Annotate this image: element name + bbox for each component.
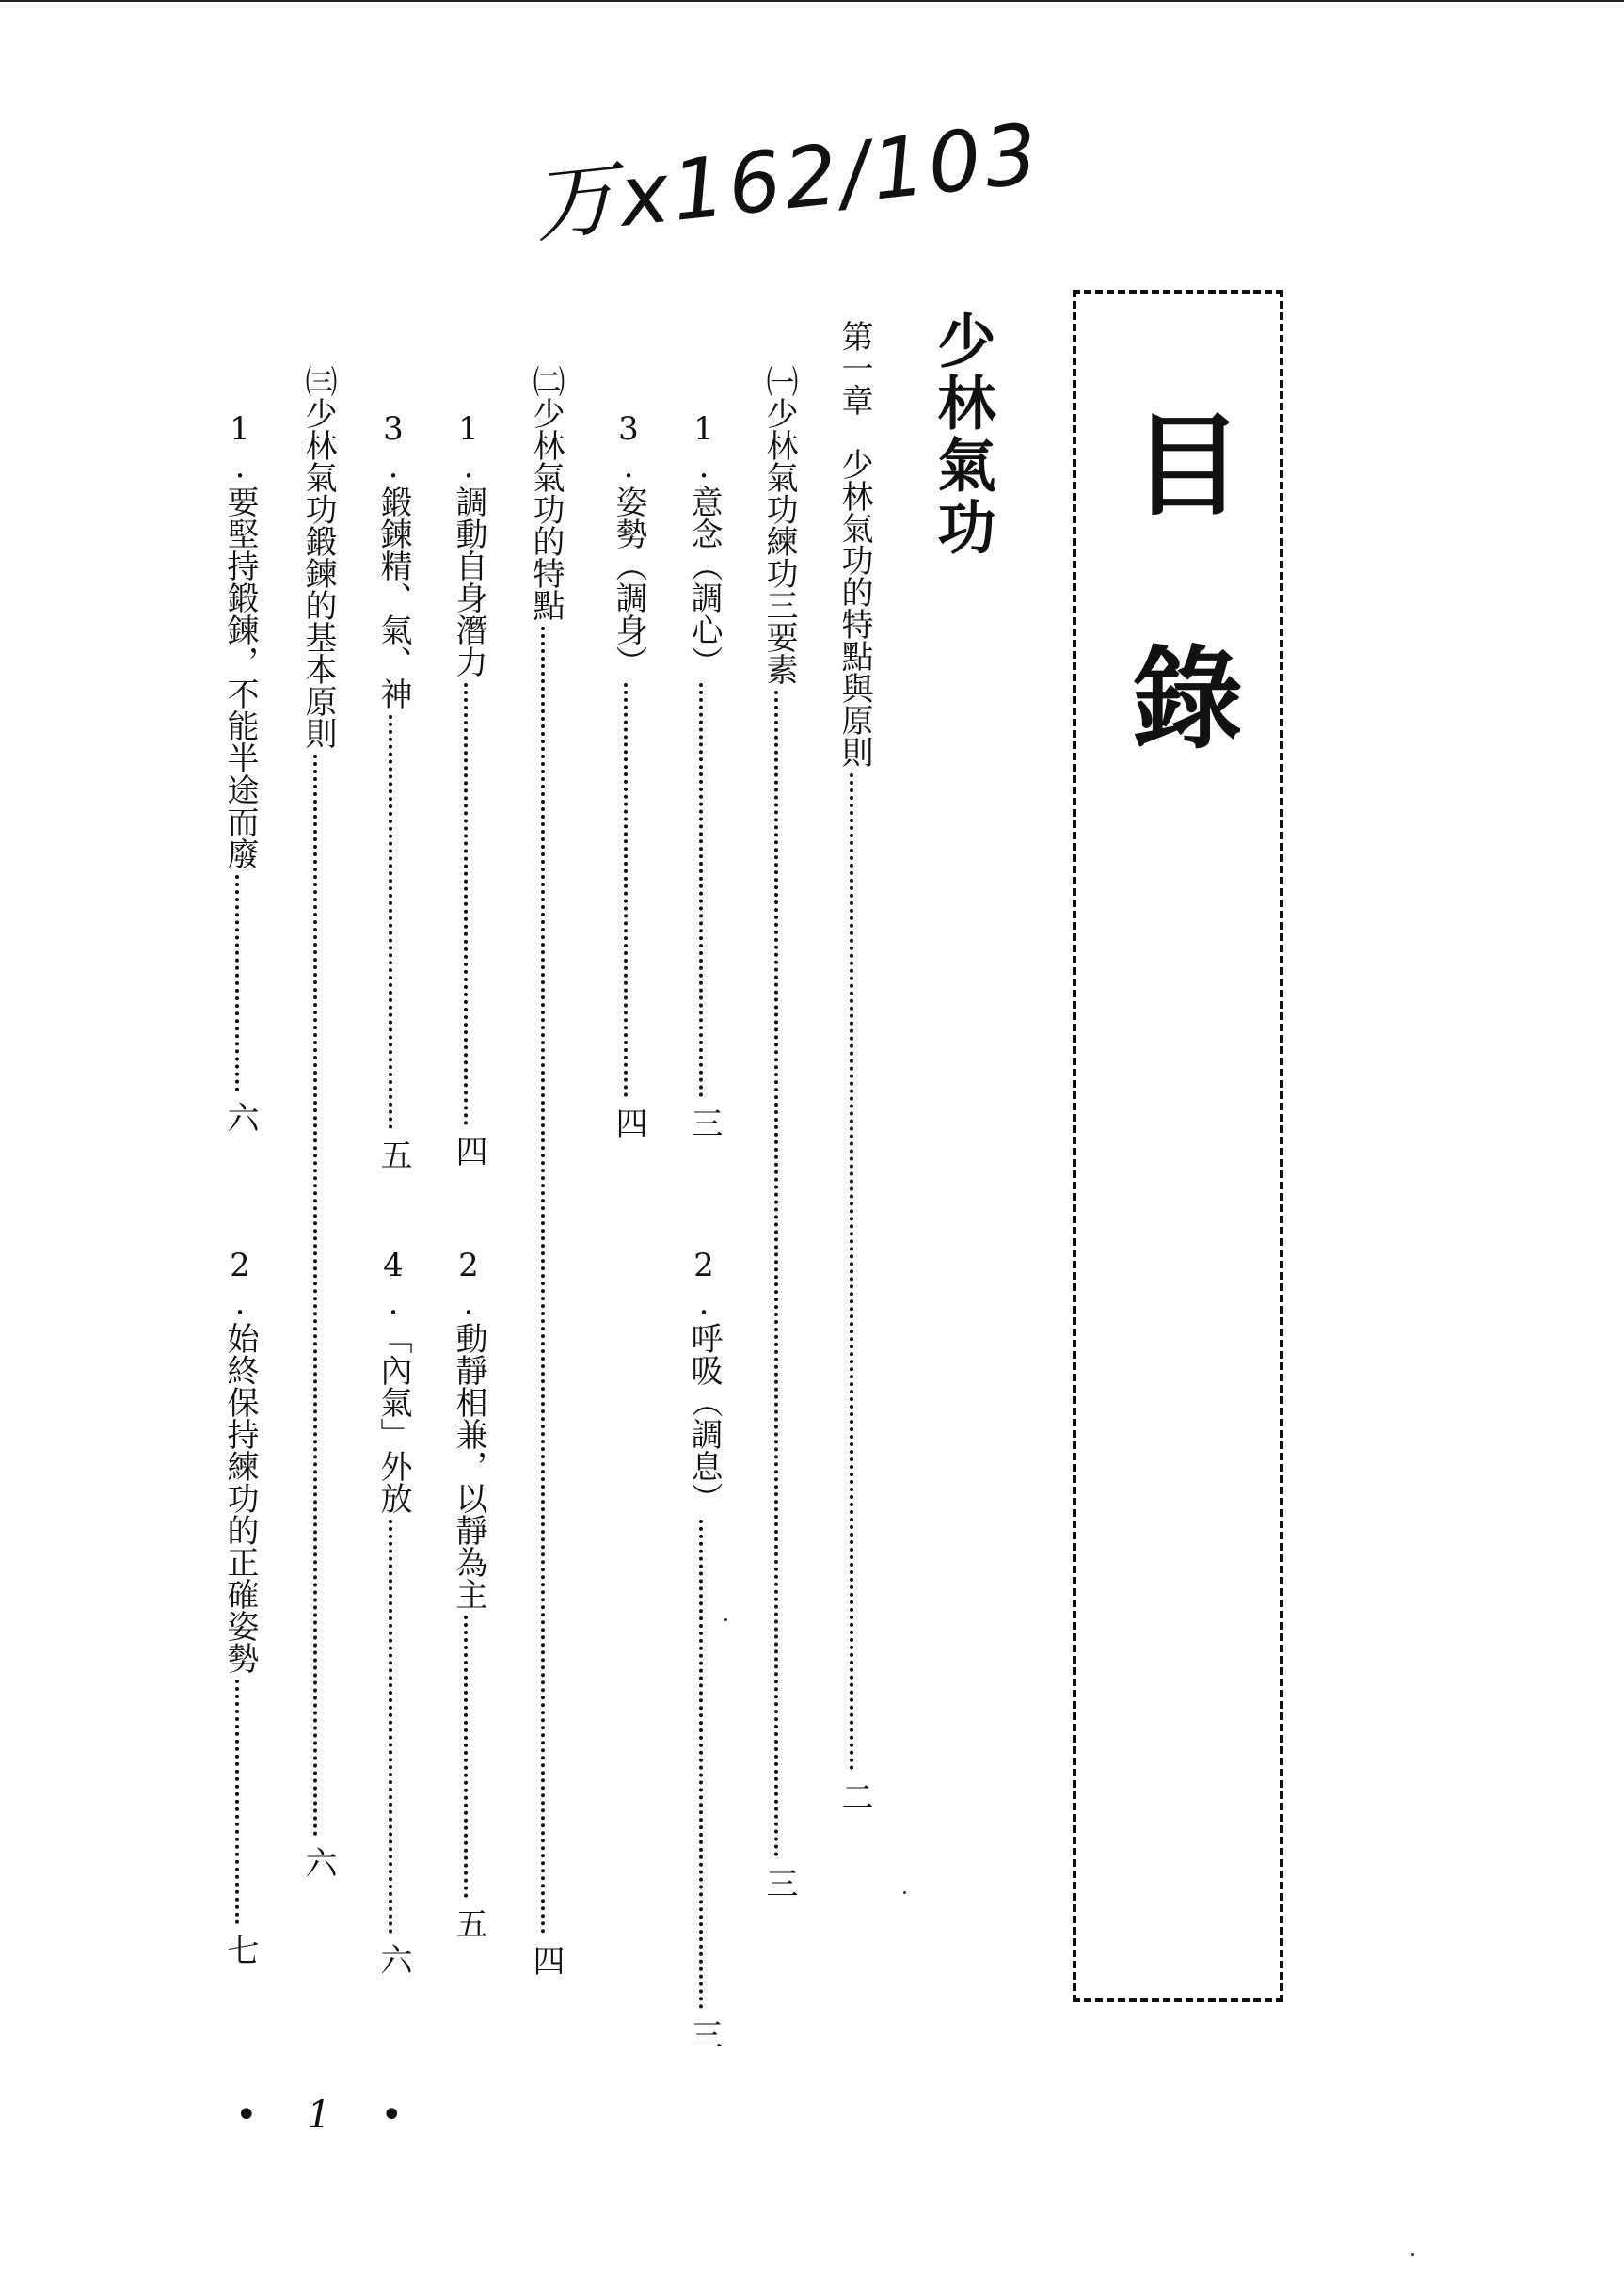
chapter-heading: 少林氣功 — [928, 310, 996, 559]
toc-entry-chapter-1[interactable] — [836, 320, 873, 2004]
toc-entry-section-2[interactable] — [527, 365, 565, 2002]
toc-entry-page: 六 — [221, 1101, 259, 1133]
toc-entry-item-1-1[interactable] — [685, 410, 723, 1163]
dot-leader — [235, 1680, 245, 1924]
scan-speck — [1411, 2253, 1414, 2256]
toc-entry-page: 三 — [760, 1867, 798, 1899]
toc-entry-page: 六 — [299, 1846, 337, 1878]
toc-entry-page: 四 — [527, 1944, 565, 1976]
toc-entry-label: 2.始終保持練功的正確姿勢 — [221, 1247, 259, 1674]
toc-entry-page: 二 — [836, 1780, 873, 1812]
dot-leader — [624, 683, 633, 1097]
title-frame — [1073, 290, 1283, 2002]
dot-leader — [389, 1520, 398, 1934]
toc-entry-label: 2.呼吸（調息） — [685, 1247, 723, 1514]
dot-leader — [389, 715, 398, 1129]
toc-entry-section-3[interactable] — [299, 365, 337, 2002]
toc-entry-page: 六 — [374, 1943, 412, 1975]
toc-entry-page: 四 — [450, 1135, 487, 1167]
toc-entry-section-1[interactable] — [760, 365, 798, 2002]
toc-entry-item-3-1[interactable] — [221, 410, 259, 1163]
toc-entry-item-1-3[interactable] — [610, 410, 647, 1163]
dot-leader — [774, 691, 784, 1857]
dot-leader — [235, 875, 245, 1091]
toc-entry-label: 4.「內氣」外放 — [374, 1247, 412, 1514]
dot-leader — [699, 683, 709, 1097]
toc-entry-label: ㈢少林氣功鍛鍊的基本原則 — [299, 365, 337, 749]
handwritten-catalog-note: 万x162/103 — [528, 104, 1046, 255]
toc-entry-label: 2.動靜相兼，以靜為主 — [450, 1247, 487, 1610]
page-number: • 1 • — [235, 2094, 422, 2137]
toc-entry-item-2-3[interactable] — [374, 410, 412, 1170]
toc-entry-page: 五 — [450, 1907, 487, 1939]
dot-leader — [850, 773, 859, 1771]
toc-entry-page: 五 — [374, 1138, 412, 1170]
dot-leader — [464, 683, 473, 1125]
dot-leader — [699, 1520, 709, 2009]
toc-entry-page: 七 — [221, 1934, 259, 1966]
scan-speck — [903, 1891, 906, 1894]
toc-entry-item-2-1[interactable] — [450, 410, 487, 1167]
toc-entry-label: 第一章 少林氣功的特點與原則 — [836, 320, 873, 768]
toc-entry-label: 1.要堅持鍛鍊，不能半途而廢 — [221, 410, 259, 869]
scan-top-border — [0, 0, 1624, 2]
toc-entry-item-3-2[interactable] — [221, 1247, 259, 1999]
dot-leader — [464, 1616, 473, 1898]
toc-entry-page: 四 — [610, 1107, 647, 1138]
toc-entry-label: ㈡少林氣功的特點 — [527, 365, 565, 621]
toc-entry-label: 1.意念（調心） — [685, 410, 723, 677]
toc-entry-label: ㈠少林氣功練功三要素 — [760, 365, 798, 685]
page-title: 目錄 — [1113, 406, 1243, 873]
toc-entry-page: 三 — [685, 1107, 723, 1138]
toc-entry-page: 三 — [685, 2018, 723, 2050]
toc-entry-label: 1.調動自身潛力 — [450, 410, 487, 677]
dot-leader — [313, 755, 323, 1837]
toc-entry-item-2-4[interactable] — [374, 1247, 412, 1999]
toc-entry-label: 3.鍛鍊精、氣、神 — [374, 410, 412, 709]
toc-entry-item-2-2[interactable] — [450, 1247, 487, 1999]
toc-entry-item-1-2[interactable] — [685, 1247, 723, 2050]
dot-leader — [541, 627, 550, 1935]
scan-speck — [724, 1618, 727, 1621]
toc-entry-label: 3.姿勢（調身） — [610, 410, 647, 677]
